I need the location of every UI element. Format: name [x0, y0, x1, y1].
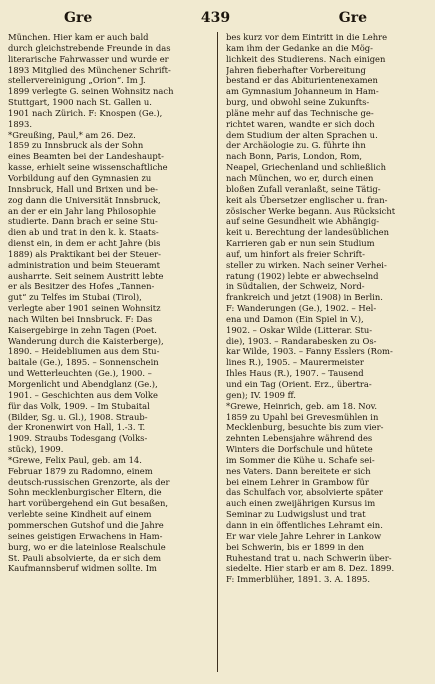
text-line: im Sommer die Kühe u. Schafe sei-: [226, 454, 375, 465]
text-line: ratung (1902) lebte er abwechselnd: [226, 270, 379, 281]
text-line: an der er ein Jahr lang Philosophie: [8, 205, 157, 216]
text-line: und Wetterleuchten (Ge.), 1900. –: [8, 368, 152, 379]
text-line: seines geistigen Erwachens in Ham-: [8, 530, 163, 541]
text-line: keit als Übersetzer englischer u. fran-: [226, 194, 388, 205]
text-line: nach Bonn, Paris, London, Rom,: [226, 151, 363, 162]
page-header: [8, 10, 427, 32]
text-line: zog dann die Universität Innsbruck,: [8, 194, 161, 205]
text-line: Seminar zu Ludwigslust und trat: [226, 509, 366, 520]
text-line: bei Schwerin, bis er 1899 in den: [226, 541, 365, 552]
text-line: Morgenlicht und Abendglanz (Ge.),: [8, 379, 158, 389]
text-line: 1890. – Heidebliumen aus dem Stu-: [8, 346, 160, 357]
text-line: Jahren fieberhafter Vorbereitung: [226, 64, 366, 75]
text-line: Ihles Haus (R.), 1907. – Tausend: [226, 368, 364, 379]
text-line: 1901. – Geschichten aus dem Volke: [8, 389, 158, 400]
text-columns: [8, 32, 427, 672]
text-line: 1893.: [8, 118, 32, 129]
text-line: dien ab und trat in den k. k. Staats-: [8, 227, 159, 238]
text-line: 1859 zu Innsbruck als der Sohn: [8, 140, 144, 151]
text-line: dann in ein öffentliches Lehramt ein.: [226, 519, 383, 530]
text-line: Kaufmannsberuf widmen sollte. Im: [8, 563, 157, 574]
text-line: frankreich und jetzt (1908) in Berlin.: [226, 292, 383, 303]
text-line: pommerschen Gutshof und die Jahre: [8, 519, 164, 530]
text-line: auf, um hinfort als freier Schrift-: [226, 248, 365, 259]
text-line: administration und beim Steueramt: [8, 259, 160, 270]
text-line: steller zu wirken. Nach seiner Verhei-: [226, 259, 387, 270]
text-line: deutsch-russischen Grenzorte, als der: [8, 476, 170, 487]
text-line: nes Vaters. Dann bereitete er sich: [226, 465, 371, 476]
text-line: burg, wo er die lateinlose Realschule: [8, 541, 166, 552]
text-line: Karrieren gab er nun sein Studium: [226, 238, 375, 249]
text-line: (Bilder, Sg. u. Gl.), 1908. Straub-: [8, 411, 148, 422]
text-line: am Gymnasium Johanneum in Ham-: [226, 86, 379, 97]
text-line: 1909. Straubs Todesgang (Volks-: [8, 433, 148, 444]
text-line: 1899 verlegte G. seinen Wohnsitz nach: [8, 86, 174, 97]
text-line: der Kronenwirt von Hall, 1.-3. T.: [8, 422, 146, 433]
text-line: keit u. Berechtung der landesüblichen: [226, 227, 389, 238]
text-line: burg, und obwohl seine Zukunfts-: [226, 97, 370, 108]
text-line: stück), 1909.: [8, 444, 64, 455]
left-column: [8, 32, 209, 672]
text-line: F: Immerblüher, 1891. 3. A. 1895.: [226, 574, 370, 585]
text-line: Wanderung durch die Kaisterberge),: [8, 335, 164, 346]
text-line: bestand er das Abiturientenexamen: [226, 75, 378, 86]
text-line: auf seine Gesundheit wie Abhängig-: [226, 216, 380, 227]
text-line: 1902. – Oskar Wilde (Litterar. Stu-: [226, 324, 373, 335]
text-line: *Grewe, Heinrich, geb. am 18. Nov.: [226, 400, 378, 411]
text-line: Februar 1879 zu Radomno, einem: [8, 465, 153, 476]
text-line: Vorbildung auf den Gymnasien zu: [8, 172, 152, 183]
text-line: der Archäologie zu. G. führte ihn: [226, 140, 366, 151]
text-line: 1889) als Praktikant bei der Steuer-: [8, 248, 161, 259]
text-line: nach München, wo er, durch einen: [226, 172, 374, 183]
text-line: verlegte aber 1901 seinen Wohnsitz: [8, 303, 161, 314]
text-line: das Schulfach vor, absolvierte später: [226, 487, 383, 498]
text-line: F: Wanderungen (Ge.), 1902. – Hel-: [226, 303, 377, 314]
text-line: *Greußing, Paul,* am 26. Dez.: [8, 129, 136, 140]
text-line: Ruhestand trat u. nach Schwerin über-: [226, 552, 392, 563]
text-line: siedelte. Hier starb er am 8. Dez. 1899.: [226, 563, 395, 574]
text-line: eines Beamten bei der Landeshaupt-: [8, 151, 164, 162]
text-line: literarische Fahrwasser und wurde er: [8, 53, 169, 64]
text-line: die), 1903. – Randarabesken zu Os-: [226, 335, 377, 346]
text-line: hart vorübergehend ein Gut besaßen,: [8, 498, 169, 509]
column-divider: [217, 32, 218, 672]
text-line: zösischer Werke begann. Aus Rücksicht: [226, 205, 396, 216]
text-line: richtet waren, wandte er sich doch: [226, 118, 375, 129]
text-line: durch gleichstrebende Freunde in das: [8, 42, 171, 53]
text-line: 1893 Mitglied des Münchener Schrift-: [8, 64, 171, 75]
text-line: Er war viele Jahre Lehrer in Lankow: [226, 530, 382, 541]
text-line: kasse, erhielt seine wissenschaftliche: [8, 162, 168, 173]
right-column: [226, 32, 427, 672]
text-line: Neapel, Griechenland und schließlich: [226, 162, 386, 173]
text-line: verlebte seine Kindheit auf einem: [8, 509, 152, 520]
text-line: lines R.), 1905. – Maurermeister: [226, 357, 364, 368]
text-line: München. Hier kam er auch bald: [8, 32, 149, 42]
running-head-right: Gre: [338, 10, 367, 26]
text-line: baitale (Ge.), 1895. – Sonnenschein: [8, 357, 159, 368]
text-line: für das Volk, 1909. – Im Stubaital: [8, 400, 150, 411]
text-line: ena und Damon (Ein Spiel in V.),: [226, 313, 364, 324]
text-line: zehnten Lebensjahre während des: [226, 433, 373, 444]
text-line: 1901 nach Zürich. F: Knospen (Ge.),: [8, 107, 163, 118]
text-line: *Grewe, Felix Paul, geb. am 14.: [8, 454, 142, 465]
text-line: gen); IV. 1909 ff.: [226, 389, 296, 400]
text-line: Sohn mecklenburgischer Eltern, die: [8, 487, 162, 498]
text-line: nach Wilten bei Innsbruck. F: Das: [8, 313, 153, 324]
text-line: 1859 zu Upahl bei Grevesmühlen in: [226, 411, 379, 422]
text-line: Stuttgart, 1900 nach St. Gallen u.: [8, 97, 152, 108]
text-line: ausharrte. Seit seinem Austritt lebte: [8, 270, 164, 281]
text-line: lichkeit des Studierens. Nach einigen: [226, 53, 386, 64]
text-line: dienst ein, in dem er acht Jahre (bis: [8, 238, 161, 249]
text-line: Innsbruck, Hall und Brixen und be-: [8, 183, 158, 194]
text-line: stellervereinigung „Orion“. Im J.: [8, 75, 146, 86]
text-line: St. Pauli absolvierte, da er sich dem: [8, 552, 162, 563]
page-number: 439: [200, 10, 231, 26]
text-line: bei einem Lehrer in Grambow für: [226, 476, 369, 487]
text-line: kar Wilde, 1903. – Fanny Esslers (Rom-: [226, 346, 393, 357]
text-line: Winters die Dorfschule und hütete: [226, 444, 373, 455]
text-line: kam ihm der Gedanke an die Mög-: [226, 42, 373, 53]
text-line: bloßen Zufall veranlaßt, seine Tätig-: [226, 183, 381, 194]
text-line: und ein Tag (Orient. Erz., übertra-: [226, 379, 372, 389]
text-line: gut“ zu Telfes im Stubai (Tirol),: [8, 292, 142, 303]
text-line: er als Besitzer des Hofes „Tannen-: [8, 281, 155, 292]
running-head-left: Gre: [64, 10, 93, 26]
text-line: in Südtalien, der Schweiz, Nord-: [226, 281, 365, 292]
text-line: bes kurz vor dem Eintritt in die Lehre: [226, 32, 388, 42]
text-line: dem Studium der alten Sprachen u.: [226, 129, 378, 140]
text-line: studierte. Dann brach er seine Stu-: [8, 216, 158, 227]
text-line: pläne mehr auf das Technische ge-: [226, 107, 374, 118]
text-line: Mecklenburg, besuchte bis zum vier-: [226, 422, 384, 433]
text-line: auch einen zweijährigen Kursus im: [226, 498, 376, 509]
text-line: Kaisergebirge in zehn Tagen (Poet.: [8, 324, 157, 335]
